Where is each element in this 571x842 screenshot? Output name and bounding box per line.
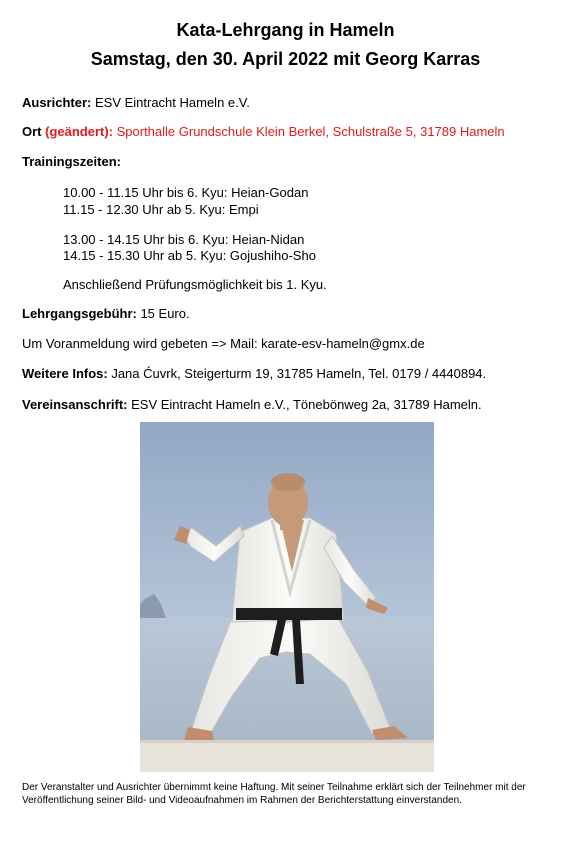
club-address-value: ESV Eintracht Hameln e.V., Tönebönweg 2a, 31789 Hameln. (127, 397, 482, 412)
info-line (22, 366, 486, 382)
venue-label: Ort (22, 124, 42, 139)
info-label: Weitere Infos: (22, 366, 108, 381)
fee-label: Lehrgangsgebühr: (22, 306, 137, 321)
session-item: 11.15 - 12.30 Uhr ab 5. Kyu: Empi (63, 202, 259, 217)
organizer-line (22, 95, 250, 111)
karate-photo (140, 422, 434, 772)
club-address-label: Vereinsanschrift: (22, 397, 128, 412)
disclaimer-text: Der Veranstalter und Ausrichter übernimmt keine Haftung. Mit seiner Teilnahme erklärt sich der Teilnehmer mit der Veröffentlichung seiner Bild- und Videoaufnahmen im Rahmen der Berichterstattung einverstanden. (22, 782, 526, 806)
venue-value: Sporthalle Grundschule Klein Berkel, Schulstraße 5, 31789 Hameln (113, 124, 505, 139)
training-times-label: Trainingszeiten: (22, 154, 121, 169)
club-address-line (22, 397, 482, 413)
venue-changed-note: (geändert): (41, 124, 113, 139)
ledge-edge (140, 740, 434, 743)
session-item: 14.15 - 15.30 Uhr ab 5. Kyu: Gojushiho-Sho (63, 248, 316, 263)
page-subtitle: Samstag, den 30. April 2022 mit Georg Karras (90, 49, 481, 69)
session-item: 13.00 - 14.15 Uhr bis 6. Kyu: Heian-Nidan (63, 232, 305, 247)
organizer-label: Ausrichter: (22, 95, 92, 110)
exam-note: Anschließend Prüfungsmöglichkeit bis 1. Kyu. (63, 277, 327, 292)
organizer-value: ESV Eintracht Hameln e.V. (91, 95, 250, 110)
ground-ledge (140, 740, 434, 772)
fee-line (22, 306, 190, 322)
page-title: Kata-Lehrgang in Hameln (176, 20, 395, 40)
venue-line (22, 124, 505, 140)
registration-line: Um Voranmeldung wird gebeten => Mail: karate-esv-hameln@gmx.de (22, 336, 425, 351)
info-value: Jana Ćuvrk, Steigerturm 19, 31785 Hameln, Tel. 0179 / 4440894. (107, 366, 487, 381)
fee-value: 15 Euro. (136, 306, 190, 321)
black-belt (236, 608, 342, 620)
session-item: 10.00 - 11.15 Uhr bis 6. Kyu: Heian-Godan (63, 185, 309, 200)
